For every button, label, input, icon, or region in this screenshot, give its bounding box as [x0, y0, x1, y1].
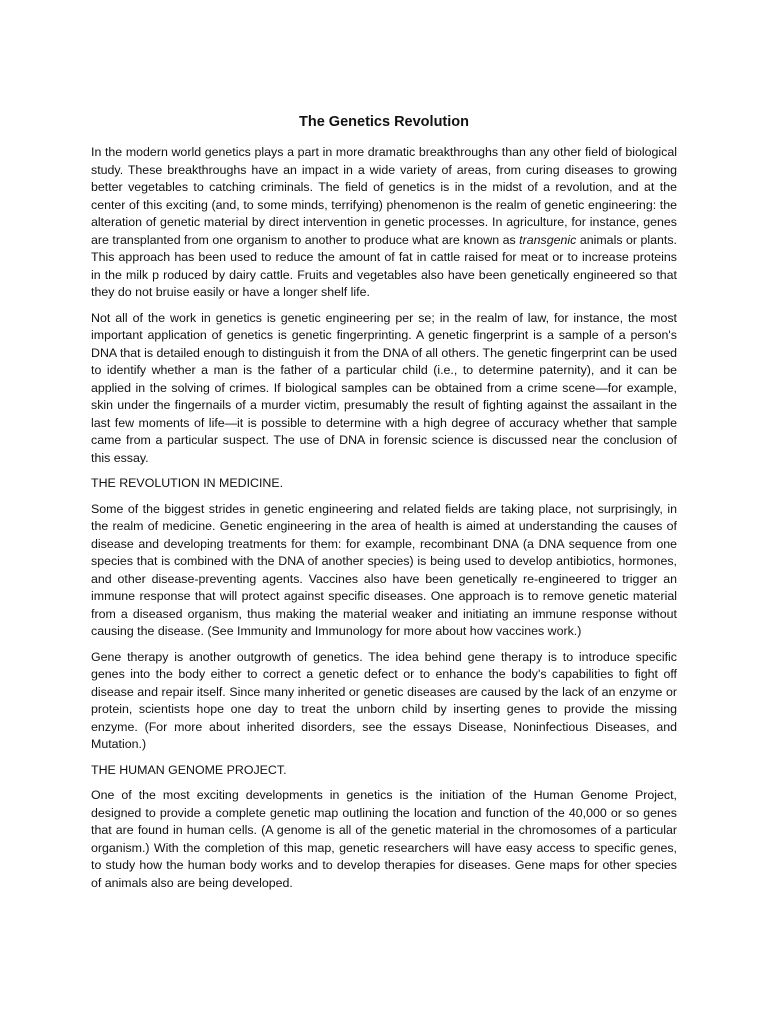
- paragraph-fingerprinting: Not all of the work in genetics is genetic engineering per se; in the realm of law, for instance, the most important application of genetics is genetic fingerprinting. A genetic fingerprint is a sample of a person's DNA that is detailed enough to distinguish it from the DNA of all others. The genetic fingerprint can be used to identify whether a man is the father of a particular child (i.e., to determine paternity), and it can be applied in the solving of crimes. If biological samples can be obtained from a crime scene—for example, skin under the fingernails of a murder victim, presumably the result of fighting against the assailant in the last few moments of life—it is possible to determine with a high degree of accuracy whether that sample came from a particular suspect. The use of DNA in forensic science is discussed near the conclusion of this essay.: [91, 310, 677, 465]
- section-heading-genome: THE HUMAN GENOME PROJECT.: [91, 762, 287, 777]
- intro-emphasis: transgenic: [519, 232, 577, 247]
- document-title: The Genetics Revolution: [299, 114, 469, 130]
- paragraph-medicine: Some of the biggest strides in genetic engineering and related fields are taking place, not surprisingly, in the realm of medicine. Genetic engineering in the area of health is aimed at understanding the causes of disease and developing treatments for them: for example, recombinant DNA (a DNA sequence from one species that is combined with the DNA of another species) is being used to develop antibiotics, hormones, and other disease-preventing agents. Vaccines also have been genetically re-engineered to trigger an immune response that will protect against specific diseases. One approach is to remove genetic material from a diseased organism, thus making the material weaker and initiating an immune response without causing the disease. (See Immunity and Immunology for more about how vaccines work.): [91, 501, 677, 638]
- intro-paragraph: [91, 144, 677, 302]
- paragraph-gene-therapy: Gene therapy is another outgrowth of genetics. The idea behind gene therapy is to introduce specific genes into the body either to correct a genetic defect or to enhance the body's capabilities to fight off disease and repair itself. Since many inherited or genetic diseases are caused by the lack of an enzyme or protein, scientists hope one day to treat the unborn child by inserting genes to provide the missing enzyme. (For more about inherited disorders, see the essays Disease, Noninfectious Diseases, and Mutation.): [91, 649, 677, 751]
- intro-text-end: animals or plants. This approach has been used to reduce the amount of fat in cattle raised for meat or to increase proteins in the milk p roduced by dairy cattle. Fruits and vegetables also have been genetically engineered so that they do not bruise easily or have a longer shelf life.: [91, 232, 677, 299]
- intro-text-start: In the modern world genetics plays a part in more dramatic breakthroughs than any other field of biological study. These breakthroughs have an impact in a wide variety of areas, from curing diseases to growing better vegetables to catching criminals. The field of genetics is in the midst of a revolution, and at the center of this exciting (and, to some minds, terrifying) phenomenon is the realm of genetic engineering: the alteration of genetic material by direct intervention in genetic processes. In agriculture, for instance, genes are transplanted from one organism to another to produce what are known as: [91, 145, 677, 247]
- section-heading-medicine: THE REVOLUTION IN MEDICINE.: [91, 476, 284, 490]
- paragraph-genome: One of the most exciting developments in genetics is the initiation of the Human Genome Project, designed to provide a complete genetic map outlining the location and function of the 40,000 or so genes that are found in human cells. (A genome is all of the genetic material in the chromosomes of a particular organism.) With the completion of this map, genetic researchers will have easy access to specific genes, to study how the human body works and to develop therapies for diseases. Gene maps for other species of animals also are being developed.: [91, 788, 677, 890]
